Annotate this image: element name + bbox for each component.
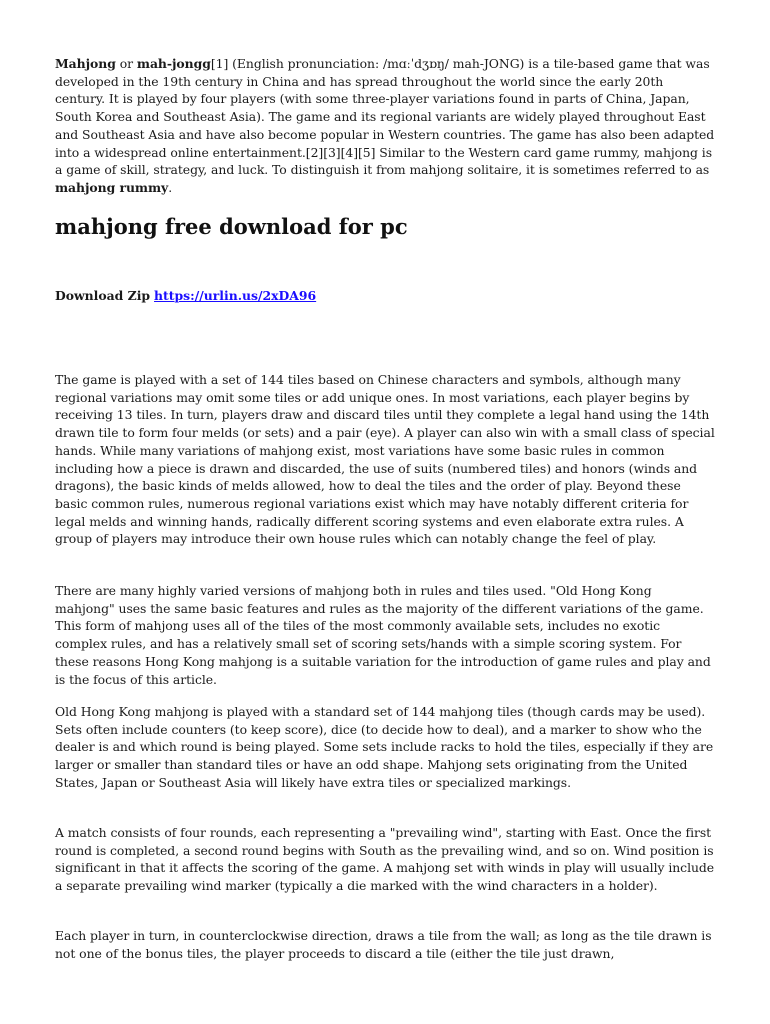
download-label: Download Zip xyxy=(55,288,151,303)
download-link[interactable]: https://urlin.us/2xDA96 xyxy=(154,288,317,303)
body-paragraph-1: The game is played with a set of 144 tiles based on Chinese characters and symbols, although many regional variations may omit some tiles or add unique ones. In most variations, each player begins by receiving 13 tiles. In turn, players draw and discard tiles until they complete a legal hand using the 14th drawn tile to form four melds (or sets) and a pair (eye). A player can also win with a small class of special hands. While many variations of mahjong exist, most variations have some basic rules in common including how a piece is drawn and discarded, the use of suits (numbered tiles) and honors (winds and dragons), the basic kinds of melds allowed, how to deal the tiles and the order of play. Beyond these basic common rules, numerous regional variations exist which may have notably different criteria for legal melds and winning hands, radically different scoring systems and even elaborate extra rules. A group of players may introduce their own house rules which can notably change the feel of play. xyxy=(55,372,715,547)
intro-end: . xyxy=(168,179,173,195)
intro-or: or xyxy=(115,56,137,71)
page-heading: mahjong free download for pc xyxy=(55,214,408,239)
body-paragraph-3: Old Hong Kong mahjong is played with a standard set of 144 mahjong tiles (though cards may be used). Sets often include counters (to keep score), dice (to decide how to deal), and a marker to show who the dealer is and which round is being played. Some sets include racks to hold the tiles, especially if they are larger or smaller than standard tiles or have an odd shape. Mahjong sets originating from the United States, Japan or Southeast Asia will likely have extra tiles or specialized markings. xyxy=(55,704,714,790)
intro-paragraph xyxy=(55,55,715,197)
term-mahjong-rummy: mahjong rummy xyxy=(55,179,169,195)
term-mahjong: Mahjong xyxy=(55,56,116,71)
body-paragraph-4: A match consists of four rounds, each representing a "prevailing wind", starting with East. Once the first round is completed, a second round begins with South as the prevailing wind, and so on. Wind position is significant in that it affects the scoring of the game. A mahjong set with winds in play will usually include a separate prevailing wind marker (typically a die marked with the wind characters in a holder). xyxy=(55,825,715,894)
term-mah-jongg: mah-jongg xyxy=(136,56,211,71)
body-paragraph-5: Each player in turn, in counterclockwise direction, draws a tile from the wall; as long as the tile drawn is not one of the bonus tiles, the player proceeds to discard a tile (either the tile just drawn, xyxy=(55,928,712,961)
intro-body: [1] (English pronunciation: /mɑːˈdʒɒŋ/ mah-JONG) is a tile-based game that was developed in the 19th century in China and has spread throughout the world since the early 20th century. It is played by four players (with some three-player variations found in parts of China, Japan, South Korea and Southeast Asia). The game and its regional variants are widely played throughout East and Southeast Asia and have also become popular in Western countries. The game has also been adapted into a widespread online entertainment.[2][3][4][5] Similar to the Western card game rummy, mahjong is a game of skill, strategy, and luck. To distinguish it from mahjong solitaire, it is sometimes referred to as xyxy=(55,56,715,178)
download-line xyxy=(55,287,316,305)
body-paragraph-2: There are many highly varied versions of mahjong both in rules and tiles used. "Old Hong Kong mahjong" uses the same basic features and rules as the majority of the different variations of the game. This form of mahjong uses all of the tiles of the most commonly available sets, includes no exotic complex rules, and has a relatively small set of scoring sets/hands with a simple scoring system. For these reasons Hong Kong mahjong is a suitable variation for the introduction of game rules and play and is the focus of this article. xyxy=(55,583,711,687)
